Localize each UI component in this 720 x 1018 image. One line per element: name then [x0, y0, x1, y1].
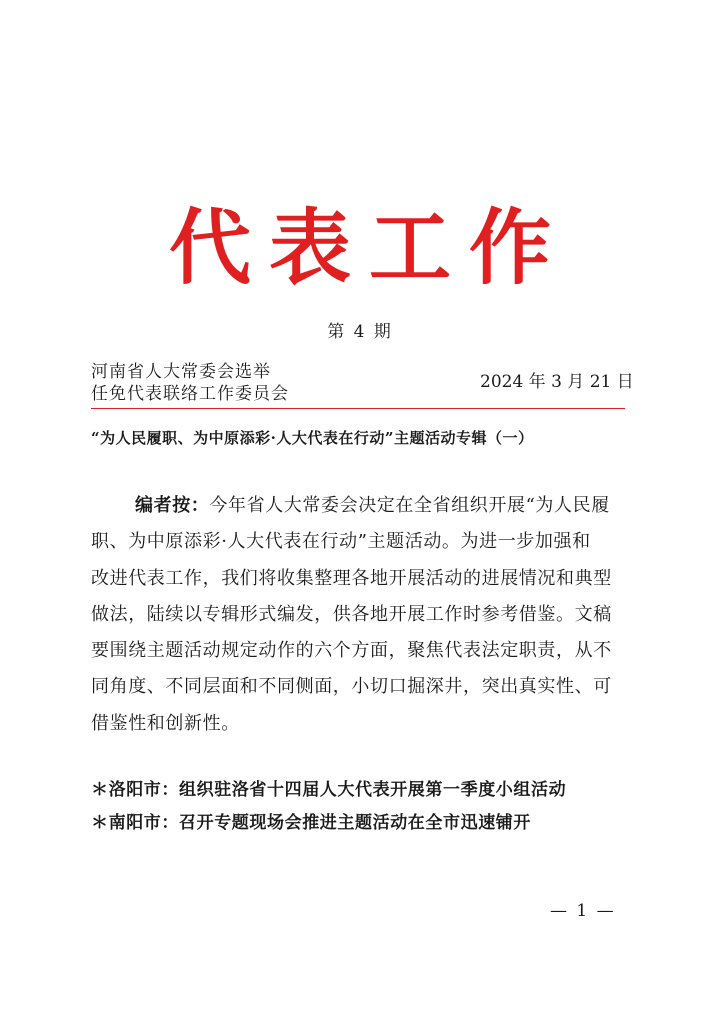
editor-note-line: 职、为中原添彩·人大代表在行动”主题活动。为进一步加强和 — [91, 531, 591, 553]
issue-date: 2024 年 3 月 21 日 — [480, 372, 634, 392]
contents-item: ＊南阳市：召开专题现场会推进主题活动在全市迅速铺开 — [91, 813, 531, 833]
editor-note-line: 同角度、不同层面和不同侧面，小切口掘深井，突出真实性、可 — [91, 676, 612, 698]
red-divider-rule — [91, 408, 625, 409]
issue-number: 第 4 期 — [327, 322, 393, 342]
editor-note-text: 今年省人大常委会决定在全省组织开展“为人民履 — [209, 495, 610, 516]
contents-item: ＊洛阳市：组织驻洛省十四届人大代表开展第一季度小组活动 — [91, 780, 567, 800]
editor-note-line: 要围绕主题活动规定动作的六个方面，聚焦代表法定职责，从不 — [91, 640, 612, 662]
issuer-line-1: 河南省人大常委会选举 — [91, 362, 271, 382]
contents-list — [91, 774, 566, 840]
issuer-line-2: 任免代表联络工作委员会 — [91, 384, 289, 404]
editor-note-label: 编者按： — [135, 495, 210, 516]
editor-note-line: 改进代表工作，我们将收集整理各地开展活动的进展情况和典型 — [91, 567, 612, 589]
column-title: “为人民履职、为中原添彩·人大代表在行动”主题活动专辑（一） — [91, 429, 534, 447]
editor-note-line: 借鉴性和创新性。 — [91, 712, 240, 734]
editor-note — [91, 488, 631, 742]
masthead-title: 代表工作 — [168, 200, 569, 296]
editor-note-line: 做法，陆续以专辑形式编发，供各地开展工作时参考借鉴。文稿 — [91, 603, 612, 625]
issuer-block — [91, 361, 289, 405]
editor-note-line — [91, 488, 631, 524]
page-number: — 1 — — [550, 901, 616, 921]
